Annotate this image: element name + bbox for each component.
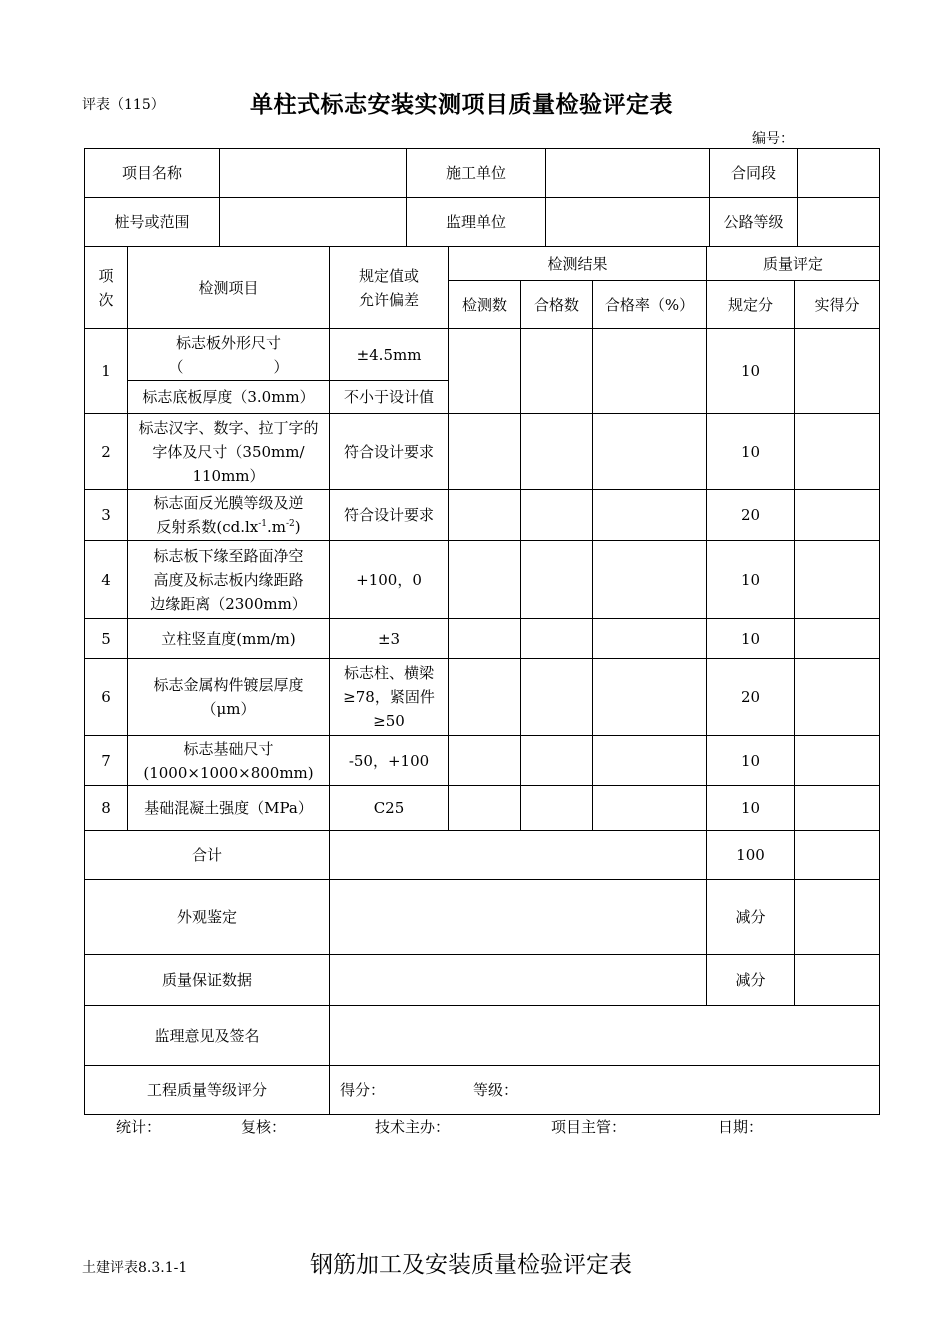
row-spec: C25 (330, 786, 449, 831)
col-measured: 检测数 (449, 281, 521, 329)
row-pass-rate-input[interactable] (593, 490, 707, 541)
row-item-line1: 标志面反光膜等级及逆 (153, 494, 304, 512)
row-no: 7 (85, 736, 128, 786)
row-spec-score: 10 (707, 329, 795, 414)
road-grade-label: 公路等级 (710, 198, 798, 246)
row-spec: 不小于设计值 (330, 381, 449, 414)
row-no: 2 (85, 414, 128, 490)
construction-unit-label: 施工单位 (407, 149, 546, 197)
row-item (128, 490, 330, 541)
row-passed-input[interactable] (521, 786, 593, 831)
score-label: 得分： (340, 1081, 386, 1099)
row-spec-score: 10 (707, 736, 795, 786)
row-item: 立柱竖直度(mm/m) (128, 619, 330, 659)
row-spec-score: 10 (707, 786, 795, 831)
row-item: 基础混凝土强度（MPa） (128, 786, 330, 831)
row-spec: 符合设计要求 (330, 414, 449, 490)
row-passed-input[interactable] (521, 329, 593, 414)
row-item: 标志基础尺寸 (1000×1000×800mm) (128, 736, 330, 786)
row-actual-score-input[interactable] (795, 786, 880, 831)
row-item-line2: 反射系数$(cd.lx^{-1}.m^{-2})$ (156, 518, 301, 536)
page-title: 单柱式标志安装实测项目质量检验评定表 (250, 91, 673, 118)
footer-date: 日期： (718, 1118, 764, 1136)
row-spec-score: 20 (707, 490, 795, 541)
row-spec-score: 20 (707, 659, 795, 736)
construction-unit-value[interactable] (546, 149, 710, 197)
row-item: 标志板外形尺寸 （ ） (128, 329, 330, 381)
row-no: 1 (85, 329, 128, 414)
row-actual-score-input[interactable] (795, 736, 880, 786)
row-spec: +100，0 (330, 541, 449, 619)
qa-data-label: 质量保证数据 (85, 955, 330, 1006)
row-passed-input[interactable] (521, 736, 593, 786)
row-item: 标志汉字、数字、拉丁字的 字体及尺寸（350mm/ 110mm） (128, 414, 330, 490)
level-label: 等级： (473, 1081, 519, 1099)
col-pass-rate: 合格率（%） (593, 281, 707, 329)
qa-data-input[interactable] (330, 955, 707, 1006)
supervision-unit-label: 监理单位 (407, 198, 546, 246)
row-spec: -50，+100 (330, 736, 449, 786)
row-passed-input[interactable] (521, 541, 593, 619)
row-measured-input[interactable] (449, 414, 521, 490)
row-passed-input[interactable] (521, 414, 593, 490)
row-item: 标志底板厚度（3.0mm） (128, 381, 330, 414)
qa-data-actual-input[interactable] (795, 955, 880, 1006)
row-pass-rate-input[interactable] (593, 414, 707, 490)
row-passed-input[interactable] (521, 619, 593, 659)
row-spec: ±4.5mm (330, 329, 449, 381)
next-page-title: 钢筋加工及安装质量检验评定表 (310, 1252, 632, 1278)
row-spec-score: 10 (707, 619, 795, 659)
col-spec: 规定值或 允许偏差 (330, 247, 449, 329)
row-item: 标志板下缘至路面净空 高度及标志板内缘距路 边缘距离（2300mm） (128, 541, 330, 619)
row-spec: 符合设计要求 (330, 490, 449, 541)
col-results-group: 检测结果 (449, 247, 707, 281)
contract-section-value[interactable] (798, 149, 879, 197)
supervisor-opinion-input[interactable] (330, 1006, 880, 1066)
row-measured-input[interactable] (449, 541, 521, 619)
row-pass-rate-input[interactable] (593, 659, 707, 736)
total-blank[interactable] (330, 831, 707, 880)
quality-grade-label: 工程质量等级评分 (85, 1066, 330, 1115)
row-no: 3 (85, 490, 128, 541)
project-name-label: 项目名称 (85, 149, 220, 197)
row-measured-input[interactable] (449, 619, 521, 659)
row-spec: 标志柱、横梁 ≥78，紧固件 ≥50 (330, 659, 449, 736)
appearance-actual-input[interactable] (795, 880, 880, 955)
row-pass-rate-input[interactable] (593, 786, 707, 831)
col-spec-score: 规定分 (707, 281, 795, 329)
row-passed-input[interactable] (521, 490, 593, 541)
row-spec-score: 10 (707, 541, 795, 619)
appearance-label: 外观鉴定 (85, 880, 330, 955)
row-pass-rate-input[interactable] (593, 329, 707, 414)
footer-stats: 统计： (116, 1118, 162, 1136)
row-measured-input[interactable] (449, 329, 521, 414)
row-no: 5 (85, 619, 128, 659)
row-spec-score: 10 (707, 414, 795, 490)
row-actual-score-input[interactable] (795, 659, 880, 736)
footer-review: 复核： (241, 1118, 287, 1136)
col-quality-group: 质量评定 (707, 247, 880, 281)
serial-number-label: 编号： (752, 131, 794, 147)
col-inspection-item: 检测项目 (128, 247, 330, 329)
row-no: 8 (85, 786, 128, 831)
row-pass-rate-input[interactable] (593, 541, 707, 619)
appearance-deduct: 减分 (707, 880, 795, 955)
row-actual-score-input[interactable] (795, 541, 880, 619)
form-number: 评表（115） (82, 97, 165, 113)
footer-project-lead: 项目主管： (551, 1118, 627, 1136)
row-actual-score-input[interactable] (795, 490, 880, 541)
next-form-number: 土建评表8.3.1-1 (82, 1260, 188, 1276)
row-spec: ±3 (330, 619, 449, 659)
road-grade-value[interactable] (798, 198, 879, 246)
qa-data-deduct: 减分 (707, 955, 795, 1006)
col-item-no: 项 次 (85, 247, 128, 329)
row-no: 6 (85, 659, 128, 736)
row-actual-score-input[interactable] (795, 619, 880, 659)
row-passed-input[interactable] (521, 659, 593, 736)
total-score: 100 (707, 831, 795, 880)
supervisor-opinion-label: 监理意见及签名 (85, 1006, 330, 1066)
total-actual-input[interactable] (795, 831, 880, 880)
quality-grade-fields[interactable] (330, 1066, 880, 1115)
row-no: 4 (85, 541, 128, 619)
station-label: 桩号或范围 (85, 198, 220, 246)
footer-tech-lead: 技术主办： (375, 1118, 451, 1136)
appearance-input[interactable] (330, 880, 707, 955)
row-measured-input[interactable] (449, 490, 521, 541)
row-actual-score-input[interactable] (795, 329, 880, 414)
supervision-unit-value[interactable] (546, 198, 710, 246)
project-name-value[interactable] (220, 149, 407, 197)
col-actual-score: 实得分 (795, 281, 880, 329)
row-measured-input[interactable] (449, 659, 521, 736)
contract-section-label: 合同段 (710, 149, 798, 197)
inspection-table-main (84, 148, 880, 1115)
row-actual-score-input[interactable] (795, 414, 880, 490)
row-measured-input[interactable] (449, 786, 521, 831)
total-label: 合计 (85, 831, 330, 880)
row-pass-rate-input[interactable] (593, 619, 707, 659)
row-measured-input[interactable] (449, 736, 521, 786)
col-passed: 合格数 (521, 281, 593, 329)
row-item: 标志金属构件镀层厚度 （μm） (128, 659, 330, 736)
station-value[interactable] (220, 198, 407, 246)
row-pass-rate-input[interactable] (593, 736, 707, 786)
